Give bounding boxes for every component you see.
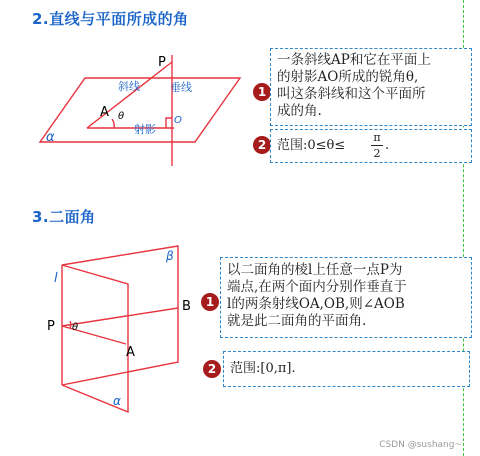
label-theta: θ [118, 111, 125, 122]
definition-line-1: 一条斜线AP和它在平面上 [277, 52, 431, 68]
watermark: CSDN @sushang~ [379, 440, 462, 450]
label-alpha: α [46, 130, 55, 145]
item-badge-2-dihedral: 2 [203, 360, 221, 378]
label-theta-dihedral: θ [72, 322, 79, 333]
definition-line-3: 叫这条斜线和这个平面所 [277, 86, 426, 102]
range-fraction-numerator: π [373, 131, 381, 144]
label-alpha-dihedral: α [113, 394, 121, 408]
plane-alpha [62, 265, 128, 412]
definition-line-4: 成的角. [277, 103, 322, 119]
label-perp: 垂线 [170, 81, 192, 94]
dihedral-range-text: 范围:[0,π]. [230, 361, 296, 376]
definition-line-2: 的射影AO所成的锐角θ, [277, 69, 419, 85]
range-prefix: 范围:0≤θ≤ [277, 138, 346, 153]
label-slant: 斜线 [118, 80, 140, 93]
dihedral-line-2: 端点,在两个面内分别作垂直于 [227, 279, 407, 295]
section-3-heading: 3.二面角 [32, 208, 96, 226]
ray-OB [62, 308, 178, 326]
dihedral-definition-box [220, 257, 472, 338]
label-P-dihedral: P [47, 319, 55, 334]
label-B-dihedral: B [182, 299, 191, 314]
label-O: O [174, 115, 182, 126]
label-A: A [100, 105, 109, 120]
item-badge-1: 1 [253, 83, 271, 101]
label-proj: 射影 [134, 123, 156, 136]
label-A-dihedral: A [126, 345, 135, 360]
dihedral-line-3: l的两条射线OA,OB,则∠AOB [227, 296, 405, 312]
dihedral-line-4: 就是此二面角的平面角. [227, 313, 367, 329]
dihedral-line-1: 以二面角的棱l上任意一点P为 [227, 262, 403, 278]
label-beta: β [166, 249, 174, 263]
range-suffix: . [385, 138, 390, 153]
label-P: P [158, 55, 166, 70]
range-fraction-denominator: 2 [373, 147, 381, 160]
label-edge-l: l [54, 271, 58, 286]
section-2-heading: 2.直线与平面所成的角 [32, 10, 189, 28]
item-badge-2: 2 [253, 136, 271, 154]
item-badge-1-dihedral: 1 [201, 293, 219, 311]
dihedral-range-box [223, 351, 470, 387]
plane-beta [62, 246, 178, 385]
